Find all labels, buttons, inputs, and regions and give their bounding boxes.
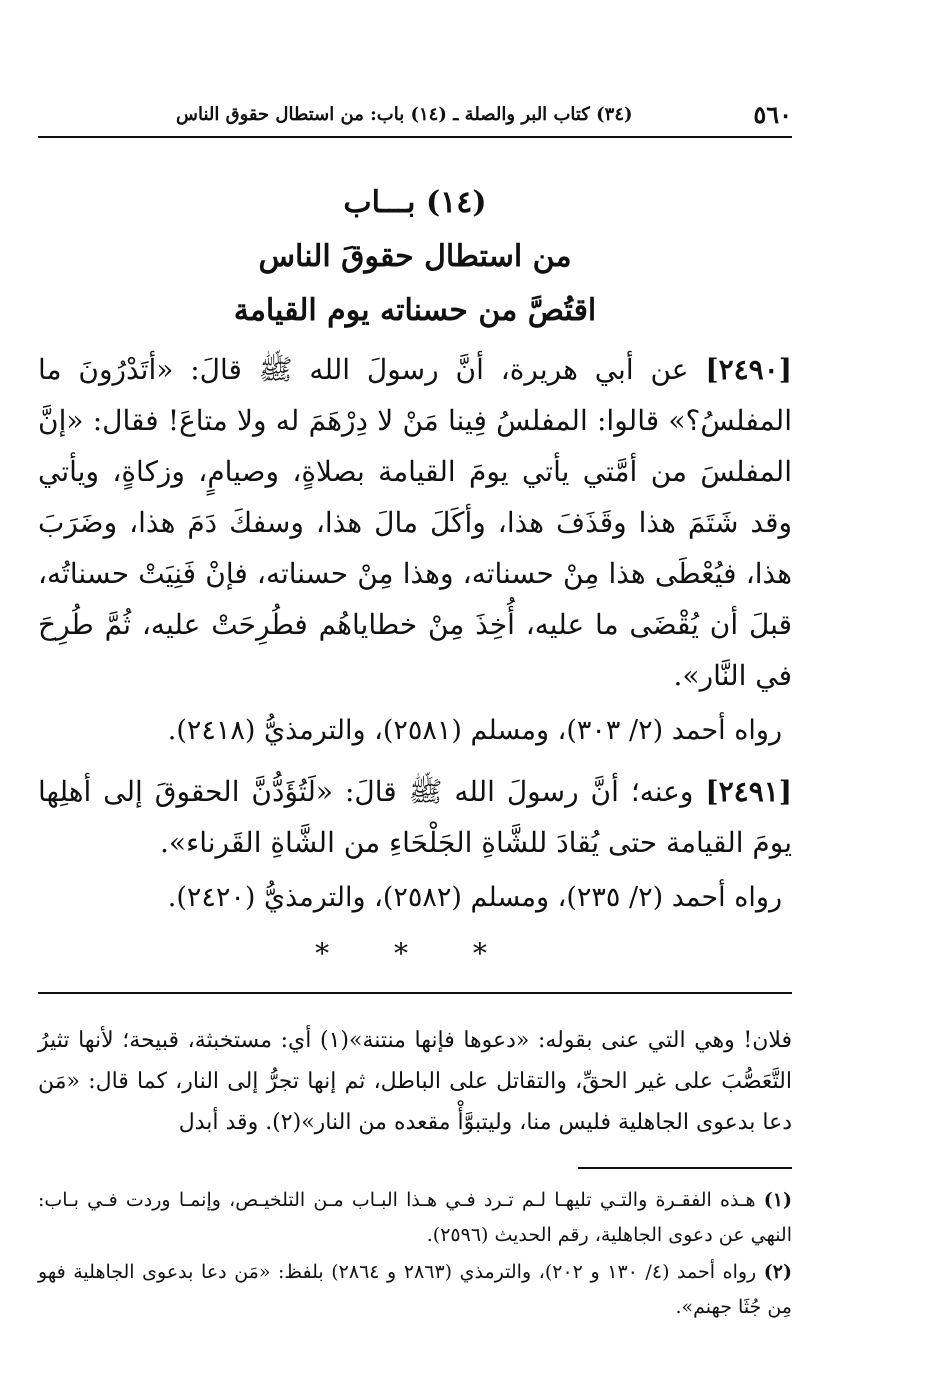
footnote-number: (١)	[763, 1189, 792, 1211]
footnote-2	[38, 1255, 792, 1325]
book-page	[38, 100, 793, 1318]
hadith-number: [٢٤٩٠]	[705, 353, 792, 386]
hadith-source: رواه أحمد (٢/ ٢٣٥)، ومسلم (٢٥٨٢)، والترمذيُّ (٢٤٢٠).	[167, 882, 782, 913]
hadith-number: [٢٤٩١]	[705, 775, 793, 808]
page-number: ٥٦٠	[753, 100, 792, 129]
running-title: (٣٤) كتاب البر والصلة ـ (١٤) باب: من استطال حقوق الناس	[176, 104, 633, 125]
footnote-number: (٢)	[763, 1261, 792, 1283]
footnote-1	[38, 1183, 792, 1253]
hadith-source: رواه أحمد (٢/ ٣٠٣)، ومسلم (٢٥٨١)، والترمذيُّ (٢٤١٨).	[167, 715, 782, 746]
footnote-text: هـذه الفقـرة والتـي تليهـا لـم تـرد فـي هـذا البـاب مـن التلخيـص، وإنمـا وردت فـي بـاب: النهي عن دعوى الجاهلية، رقم الحديث (٢٥٩٦).	[38, 1189, 792, 1246]
running-header	[38, 100, 792, 138]
hadith-2490	[38, 344, 792, 701]
hadith-text: وعنه؛ أنَّ رسولَ الله ﷺ قالَ: «لَتُؤَدُّنَّ الحقوقَ إلى أهلِها يومَ القيامة حتى يُقادَ للشَّاةِ الجَلْحَاءِ من الشَّاةِ القَرناء».	[38, 775, 792, 859]
section-separator: * * *	[315, 937, 515, 970]
footnote-divider	[578, 1167, 792, 1169]
commentary-text: فلان! وهي التي عنى بقوله: «دعوها فإنها منتنة»(١) أي: مستخبثة، قبيحة؛ لأنها تثيرُ التَّعَصُّبَ على غير الحقِّ، والتقاتل على الباطل، ثم إنها تجرُّ إلى النار، كما قال: «مَن دعا بدعوى الجاهلية فليس منا، وليتبوَّأْ مقعده من النار»(٢). وقد أبدل	[38, 1028, 792, 1135]
footnote-text: رواه أحمد (٤/ ١٣٠ و ٢٠٢)، والترمذي (٢٨٦٣ و ٢٨٦٤) بلفظ: «مَن دعا بدعوى الجاهلية فهو مِن جُثَا جهنم».	[38, 1261, 792, 1318]
hadith-text: عن أبي هريرة، أنَّ رسولَ الله ﷺ قالَ: «أتَدْرُونَ ما المفلسُ؟» قالوا: المفلسُ فِينا مَنْ لا دِرْهَمَ له ولا متاعَ! فقال: «إنَّ المفلسَ من أمَّتي يأتي يومَ القيامة بصلاةٍ، وصيامٍ، وزكاةٍ، ويأتي وقد شَتَمَ هذا وقَذَفَ هذا، وأكَلَ مالَ هذا، وسفكَ دَمَ هذا، وضَرَبَ هذا، فيُعْطَى هذا مِنْ حسناته، وهذا مِنْ حسناته، فإنْ فَنِيَتْ حسناتُه، قبلَ أن يُقْضَى ما عليه، أُخِذَ مِنْ خطاياهُم فطُرِحَتْ عليه، ثُمَّ طُرِحَ في النَّار».	[38, 353, 793, 692]
chapter-title-line: من استطال حقوقَ الناس	[258, 239, 572, 274]
chapter-number-line: (١٤) بـــاب	[343, 185, 487, 220]
chapter-heading	[38, 176, 792, 338]
chapter-subtitle-line: اقتُصَّ من حسناته يوم القيامة	[233, 293, 597, 328]
commentary-divider	[38, 992, 792, 994]
hadith-2491	[38, 766, 792, 868]
